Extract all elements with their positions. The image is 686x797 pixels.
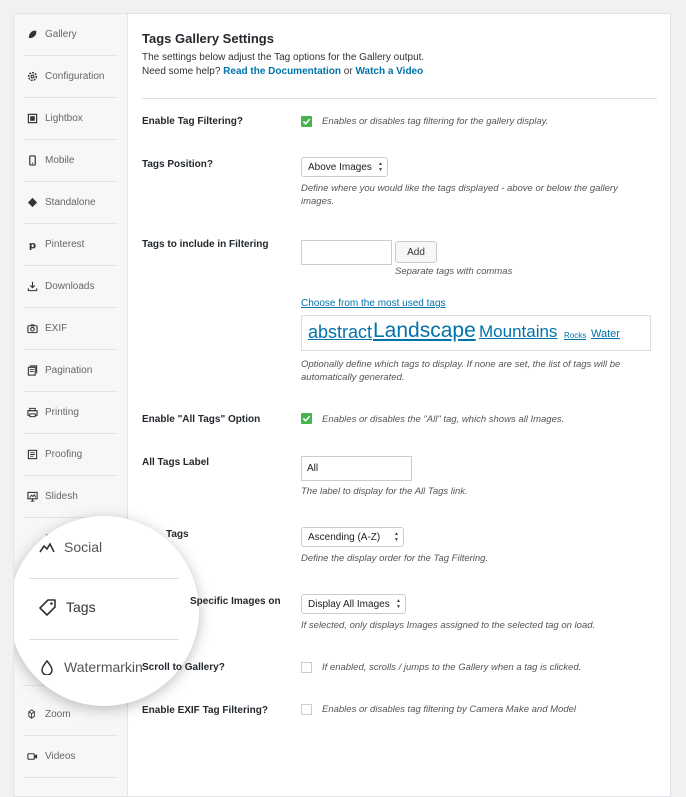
sidebar-item-proofing[interactable]: [24, 434, 118, 476]
enable-all-tags-label: Enable "All Tags" Option: [142, 414, 261, 425]
tag-cloud-item[interactable]: Water: [591, 328, 620, 340]
video-icon: [27, 751, 38, 762]
tag-icon: [39, 598, 57, 616]
add-tag-button[interactable]: Add: [395, 241, 437, 263]
enable-all-tags-checkbox[interactable]: [301, 413, 312, 424]
sidebar-item-label: Proofing: [45, 449, 83, 460]
tags-include-hint: Separate tags with commas: [395, 266, 513, 277]
pagination-icon: [27, 365, 38, 376]
watermark-icon: [39, 659, 55, 675]
printer-icon: [27, 407, 38, 418]
sidebar-item-label: Zoom: [45, 709, 71, 720]
sidebar-item-pinterest[interactable]: [24, 224, 118, 266]
sidebar-item-label: Mobile: [45, 155, 75, 166]
tags-position-select[interactable]: [301, 157, 388, 177]
tags-position-label: Tags Position?: [142, 159, 213, 170]
help-prefix: Need some help?: [142, 66, 221, 77]
tag-cloud-item[interactable]: Rocks: [564, 331, 587, 340]
all-tags-label-label: All Tags Label: [142, 457, 210, 468]
sidebar-item-label: EXIF: [45, 323, 68, 334]
diamond-icon: [27, 197, 38, 208]
scroll-to-gallery-desc: If enabled, scrolls / jumps to the Gallery when a tag is clicked.: [322, 662, 582, 673]
tag-cloud-item[interactable]: Landscape: [373, 319, 476, 342]
page-title: Tags Gallery Settings: [142, 31, 274, 46]
leaf-icon: [27, 29, 38, 40]
tags-include-label: Tags to include in Filtering: [142, 239, 269, 250]
sidebar-item-videos[interactable]: [24, 736, 118, 778]
social-icon: [39, 539, 55, 555]
enable-all-tags-desc: Enables or disables the "All" tag, which shows all Images.: [322, 414, 565, 425]
sidebar-item-label: Pinterest: [45, 239, 85, 250]
sidebar-item-label: Pagination: [45, 365, 93, 376]
specific-images-select[interactable]: [301, 594, 406, 614]
scroll-to-gallery-checkbox[interactable]: [301, 662, 312, 673]
sidebar-item-exif[interactable]: [24, 308, 118, 350]
sidebar-item-downloads[interactable]: [24, 266, 118, 308]
sidebar-item-pagination[interactable]: [24, 350, 118, 392]
sidebar-item-configuration[interactable]: [24, 56, 118, 98]
all-tags-label-desc: The label to display for the All Tags link.: [301, 486, 468, 497]
sidebar-item-label: Gallery: [45, 29, 77, 40]
gear-icon: [27, 71, 38, 82]
select-value: Ascending (A-Z): [308, 531, 381, 543]
specific-images-label: Specific Images on: [190, 596, 281, 607]
lightbox-icon: [27, 113, 38, 124]
sidebar-item-gallery[interactable]: [24, 14, 118, 56]
tag-cloud-item[interactable]: Mountains: [479, 322, 558, 341]
video-link[interactable]: Watch a Video: [355, 66, 424, 77]
sidebar-item-lightbox[interactable]: [24, 98, 118, 140]
mobile-icon: [27, 155, 38, 166]
sidebar-item-label: Videos: [45, 751, 76, 762]
select-value: Above Images: [308, 161, 372, 173]
tags-include-input[interactable]: [301, 240, 392, 265]
select-value: Display All Images: [308, 598, 390, 610]
magnified-social-label: Social: [64, 539, 103, 555]
main-content: [142, 14, 671, 797]
intro-text: The settings below adjust the Tag options for the Gallery output.: [142, 52, 425, 63]
sidebar-item-label: Slidesh: [45, 491, 78, 502]
sidebar-item-label: Standalone: [45, 197, 96, 208]
tags-include-desc-2: automatically generated.: [301, 372, 405, 383]
specific-images-desc: If selected, only displays Images assigned to the selected tag on load.: [301, 620, 596, 631]
proofing-icon: [27, 449, 38, 460]
tags-position-desc-1: Define where you would like the tags displayed - above or below the gallery: [301, 183, 618, 194]
sidebar-item-label: Downloads: [45, 281, 95, 292]
sidebar-item-label: Printing: [45, 407, 79, 418]
tags-sort-label: Tags: [166, 529, 189, 540]
settings-panel: [13, 13, 671, 797]
updown-arrows-icon: ▲ ▼: [378, 161, 383, 173]
exif-tag-filtering-checkbox[interactable]: [301, 704, 312, 715]
sidebar-item-mobile[interactable]: [24, 140, 118, 182]
updown-arrows-icon: ▲ ▼: [394, 531, 399, 543]
help-line: [142, 66, 423, 77]
svg-text:p: p: [28, 240, 37, 250]
exif-tag-filtering-desc: Enables or disables tag filtering by Camera Make and Model: [322, 704, 576, 715]
download-icon: [27, 281, 38, 292]
tag-cloud-item[interactable]: abstract: [308, 322, 373, 342]
zoom-icon: [27, 709, 38, 720]
pinterest-icon: [27, 239, 38, 250]
enable-tag-filtering-desc: Enables or disables tag filtering for the gallery display.: [322, 116, 549, 127]
updown-arrows-icon: ▲ ▼: [396, 598, 401, 610]
divider: [142, 98, 657, 99]
camera-icon: [27, 323, 38, 334]
tags-sort-select[interactable]: [301, 527, 404, 547]
or-text: or: [343, 66, 353, 77]
sidebar-item-printing[interactable]: [24, 392, 118, 434]
exif-tag-filtering-label: Enable EXIF Tag Filtering?: [142, 705, 268, 716]
sidebar-item-standalone[interactable]: [24, 182, 118, 224]
magnified-watermarking-label: Watermarkin: [64, 659, 143, 675]
tag-cloud: [301, 315, 651, 351]
checkmark-icon: [302, 117, 311, 126]
documentation-link[interactable]: Read the Documentation: [223, 66, 341, 77]
tags-include-desc-1: Optionally define which tags to display. If none are set, the list of tags will be: [301, 359, 621, 370]
tags-sort-desc: Define the display order for the Tag Filtering.: [301, 553, 489, 564]
all-tags-label-input[interactable]: All: [301, 456, 412, 481]
sidebar-item-slideshow[interactable]: [24, 476, 118, 518]
slideshow-icon: [27, 491, 38, 502]
sidebar-item-label: Configuration: [45, 71, 105, 82]
tags-position-desc-2: images.: [301, 196, 335, 207]
scroll-to-gallery-label: Scroll to Gallery?: [142, 662, 225, 673]
sidebar-item-label: Lightbox: [45, 113, 83, 124]
enable-tag-filtering-label: Enable Tag Filtering?: [142, 116, 243, 127]
magnified-tags-label: Tags: [66, 599, 96, 615]
enable-tag-filtering-checkbox[interactable]: [301, 116, 312, 127]
checkmark-icon: [302, 414, 311, 423]
choose-most-used-tags-link[interactable]: Choose from the most used tags: [301, 298, 446, 309]
